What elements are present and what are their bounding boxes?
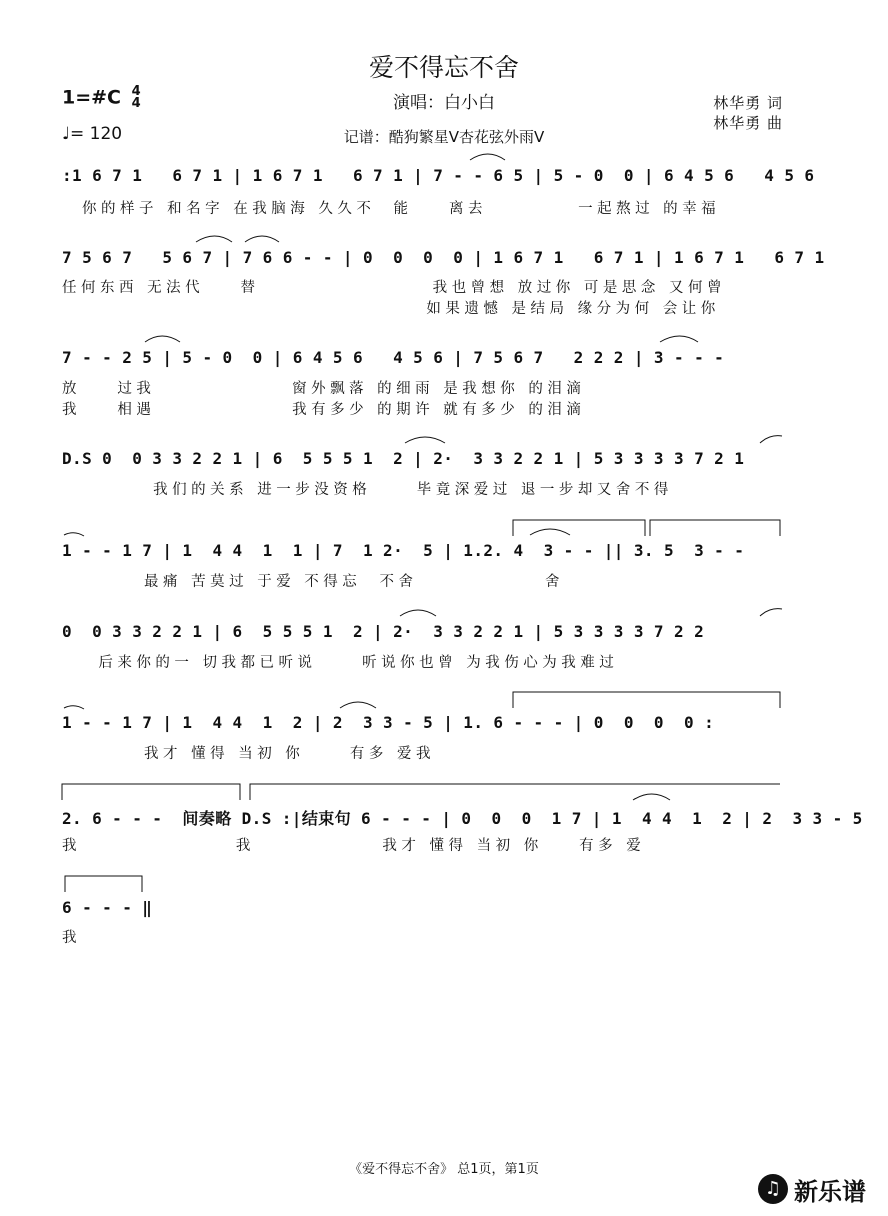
system-9-notes: 6 - - - ‖ — [62, 898, 153, 917]
system-4-notes: D.S 0 0 3 3 2 2 1 | 6 5 5 5 1 2 | 2· 3 3 2 2 1 | 5 3 3 3 3 7 2 1 — [62, 449, 745, 468]
time-denominator: 4 — [131, 96, 141, 111]
song-title: 爱不得忘不舍 — [368, 53, 519, 82]
final-bracket — [65, 876, 142, 892]
system-4-lyrics: 我们的关系 进一步没资格 毕竟深爱过 退一步却又舍不得 — [62, 482, 673, 498]
volta-bracket-3 — [650, 520, 780, 536]
tie — [760, 436, 782, 443]
ending-bracket — [250, 784, 780, 800]
transcriber-credit: 记谱：酷狗繁星V杏花弦外雨V — [343, 128, 545, 146]
system-9-lyrics: 我 — [62, 930, 81, 946]
tie — [633, 794, 670, 800]
singer-credit: 演唱：白小白 — [393, 93, 495, 113]
tie — [530, 529, 570, 535]
system-5-lyrics: 最痛 苦莫过 于爱 不得忘 不舍 舍 — [62, 574, 565, 590]
tie — [405, 437, 445, 443]
system-2-lyrics-verse2: 如果遗憾 是结局 缘分为何 会让你 — [62, 301, 720, 317]
key-label: 1=#C — [62, 86, 122, 109]
tie — [470, 154, 505, 160]
tie — [400, 610, 436, 616]
tie — [760, 609, 782, 616]
tie — [245, 236, 279, 242]
tie — [660, 336, 698, 342]
vinyl-record-icon: ♫ — [758, 1174, 788, 1204]
tie — [64, 706, 84, 709]
tempo-marking: ♩= 120 — [62, 124, 123, 144]
time-numerator: 4 — [131, 84, 141, 99]
tie — [196, 236, 232, 242]
volta-bracket-1 — [513, 692, 780, 708]
system-2-lyrics-verse1: 任何东西 无法代 替 我也曾想 放过你 可是思念 又何曾 — [62, 280, 726, 296]
system-5-notes: 1 - - 1 7 | 1 4 4 1 1 | 7 1 2· 5 | 1.2. 4 3 - - || 3. 5 3 - - — [62, 541, 745, 560]
system-3-notes: 7 - - 2 5 | 5 - 0 0 | 6 4 5 6 4 5 6 | 7 5 6 7 2 2 2 | 3 - - - — [62, 348, 725, 367]
volta-bracket-2 — [62, 784, 240, 800]
system-7-lyrics: 我才 懂得 当初 你 有多 爱我 — [62, 746, 435, 762]
composer-credit: 林华勇 曲 — [713, 114, 783, 132]
tie — [145, 336, 180, 342]
system-3-lyrics-verse1: 放 过我 窗外飘落 的细雨 是我想你 的泪滴 — [62, 381, 586, 397]
system-3-lyrics-verse2: 我 相遇 我有多少 的期许 就有多少 的泪滴 — [62, 402, 586, 418]
system-1-lyrics: 你的样子 和名字 在我脑海 久久不 能 离去 一起熬过 的幸福 — [82, 201, 721, 217]
system-6-lyrics: 后来你的一 切我都已听说 听说你也曾 为我伤心为我难过 — [62, 655, 619, 671]
lyricist-credit: 林华勇 词 — [713, 94, 783, 112]
system-7-notes: 1 - - 1 7 | 1 4 4 1 2 | 2 3 3 - 5 | 1. 6 - - - | 0 0 0 0 : — [62, 713, 715, 732]
logo-text: 新乐谱 — [794, 1178, 866, 1206]
system-8-notes: 2. 6 - - - 间奏略 D.S :|结束句 6 - - - | 0 0 0 1 7 | 1 4 4 1 2 | 2 3 3 - 5 — [62, 809, 863, 828]
tie — [64, 533, 84, 536]
system-2-notes: 7 5 6 7 5 6 7 | 7 6 6 - - | 0 0 0 0 | 1 6 7 1 6 7 1 | 1 6 7 1 6 7 1 — [62, 248, 825, 267]
page-footer: 《爱不得忘不舍》 总1页，第1页 — [349, 1162, 539, 1177]
system-8-lyrics: 我 我 我才 懂得 当初 你 有多 爱 — [62, 838, 646, 854]
site-logo — [758, 1170, 878, 1210]
system-6-notes: 0 0 3 3 2 2 1 | 6 5 5 5 1 2 | 2· 3 3 2 2 1 | 5 3 3 3 3 7 2 2 — [62, 622, 705, 641]
system-1-notes: :1 6 7 1 6 7 1 | 1 6 7 1 6 7 1 | 7 - - 6 5 | 5 - 0 0 | 6 4 5 6 4 5 6 — [62, 166, 815, 185]
tie — [340, 702, 376, 708]
